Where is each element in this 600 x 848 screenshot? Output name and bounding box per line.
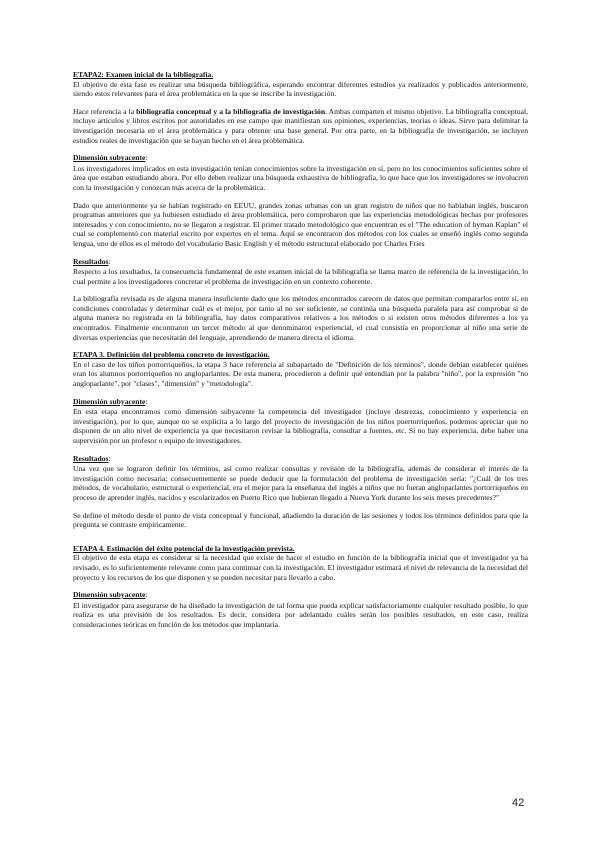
etapa3-results-label: Resultados:: [73, 453, 111, 463]
etapa2-heading: ETAPA2: Examen inicial de la bibliografía.: [73, 70, 214, 79]
etapa3-dimension-label: Dimensión subyacente:: [73, 396, 148, 406]
etapa2-references-bold: bibliografía conceptual y a la bibliografía de investigación: [136, 106, 326, 116]
etapa2-references-text-a: Hace referencia a la: [73, 106, 137, 116]
etapa3-results-paragraph-2: Se define el método desde el punto de vista conceptual y funcional, añadiendo la duración de las sesiones y todos los términos definidos para que la pregunta se contraste empíricamente.: [73, 510, 528, 530]
etapa3-intro-paragraph: En el caso de los niños portorriqueños, la etapa 3 hace referencia al subapartado de "Definición de los términos", donde debían establecer quiénes eran los alumnos portorriqueños no angloparlantes. De esta manera, procedieron a definir qué entendían por la palabra "niño", por la expresión "no angloparlante", por "clases", "dimensión" y "metodología".: [73, 359, 528, 389]
etapa2-dimension-label: Dimensión subyacente:: [73, 153, 148, 163]
etapa4-dimension-label: Dimensión subyacente:: [73, 590, 148, 600]
etapa2-results-label: Resultados:: [73, 256, 111, 266]
etapa3-results-paragraph-1: Una vez que se lograron definir los términos, así como realizar consultas y revisión de la bibliografía, además de considerar el interés de la investigación como necesaria; consecuentemente se puede deducir que la formulación del problema de investigación sería: "¿Cuál de los tres métodos, de vocabulario, estructural o experiencial, era el mejor para la enseñanza del inglés a niños que no fueran angloparlantes portorriqueños en proceso de aprender inglés, nacidos y escolarizados en Puerto Rico que hubieran llegado a Nueva York durante los seis meses precedentes?": [73, 464, 528, 502]
etapa2-intro-paragraph: El objetivo de esta fase es realizar una búsqueda bibliográfica, esperando encontrar diferentes estudios ya realizados y publicados anteriormente, siendo estos relevantes para el área problemática en la que se inscribe la investigación.: [73, 79, 528, 99]
document-page: [73, 70, 528, 638]
etapa3-dimension-paragraph: En esta etapa encontramos como dimensión subyacente la competencia del investigador (incluye destrezas, conocimiento y experiencia en investigación), por lo que, aunque no se explicita a lo largo del proyecto de investigación de los niños puertorriqueños, podemos apreciar que no disponen de un alto nivel de experiencia ya que necesitaron revisar la bibliografía, consultar a fuentes, etc. Si no hay experiencia, debe haber una supervisión por un profesor o equipo de investigadores.: [73, 407, 528, 445]
etapa3-heading: ETAPA 3. Definición del problema concreto de investigación.: [73, 350, 270, 360]
etapa2-results-paragraph-1: Respecto a los resultados, la consecuencia fundamental de este examen inicial de la bibliografía se llama marco de referencia de la investigación, lo cual permite a los investigadores concretar el problema de investigación en un contexto coherente.: [73, 267, 528, 286]
etapa4-heading: ETAPA 4. Estimación del éxito potencial de la investigación prevista.: [73, 543, 295, 553]
etapa2-dimension-paragraph-2: Dado que anteriormente ya se habían registrado en EEUU, grandes zonas urbanas con un gran registro de niños que no hablaban inglés, buscaron programas anteriores que ya hubiesen estudiado el área problemática, pero comprobaron que las experiencias metodológicas hechas por profesores interesados y con conocimiento, no se llegaron a registrar. El primer tratado metodológico que encuentran es el "The education of hyman Kaplan" el cual se complementó con material escrito por expertos en el tema. Aquí se encontraron dos métodos con los cuales se enseñó inglés como segunda lengua, uno de ellos es el método del vocabulario Basic English y el método estructural elaborado por Charles Fries: [73, 200, 528, 248]
etapa2-dimension-paragraph-1: Los investigadores implicados en esta investigación tenían conocimientos sobre la investigación en sí, pero no los conocimientos suficientes sobre el área que estaban estudiando ahora. Por ello deben realizar una búsqueda exhaustiva de bibliografía, lo que hace que los investigadores se involucren con la investigación y conozcan más acerca de la problemática.: [73, 163, 528, 192]
etapa4-intro-paragraph: El objetivo de esta etapa es considerar si la necesidad que existe de hacer el estudio en función de la bibliografía inicial que el investigador ya ha revisado, es lo suficientemente relevante como para continuar con la investigación. El investigador estimará el nivel de relevancia de la necesidad del proyecto y los recursos de los que disponen y se pueden necesitar para llevarlo a cabo.: [73, 553, 528, 582]
etapa3-results-label-text: Resultados: [73, 453, 109, 463]
etapa4-dimension-paragraph: El investigador para asegurarse de ha diseñado la investigación de tal forma que pueda explicar satisfactoriamente cualquier resultado posible, lo que realiza es una previsión de los resultados. Es decir, considera por adelantado cuáles serán los posibles resultados, en este caso, realiza consideraciones teóricas en función de los métodos que implantaría.: [73, 600, 528, 629]
page-number: 42: [512, 797, 525, 809]
etapa2-references-paragraph: [73, 107, 528, 145]
etapa2-results-label-text: Resultados: [73, 256, 109, 266]
etapa2-results-paragraph-2: La bibliografía revisada es de alguna manera insuficiente dado que los métodos encontrados carecen de datos que permitan compararlos entre sí, en condiciones controladas y determinar cuál es el mejor, por tanto al no ser suficiente, se continúa una búsqueda paralela para así comprobar si de alguna manera no registrada en la bibliografía, hay datos comparativos relativos a los métodos o si existen otros métodos diferentes a los ya encontrados. Finalmente encontraron un tercer método al que denominaron experiencial, el cual consistía en proporcionar al niño una serie de diversas experiencias que necesitarán del lenguaje, aprendiendo de manera directa el idioma.: [73, 294, 528, 342]
etapa3-dimension-label-text: Dimensión subyacente: [73, 396, 146, 406]
etapa4-dimension-label-text: Dimensión subyacente: [73, 590, 146, 600]
etapa2-references-text-b: . Ambas comparten el mismo objetivo. La bibliografía conceptual, incluye artículos y libros escritos por autoridades en ese campo que manifiestan sus opiniones, experiencias, teorías o ideas. Sirve para delimitar la investigación necesaria en el área problemática y para obtener una base general. Por otra parte, en la bibliografía de investigación, se incluyen estudios reales de investigación que se hayan hecho en el área problemática.: [73, 106, 529, 145]
etapa2-dimension-label-text: Dimensión subyacente: [73, 153, 146, 163]
